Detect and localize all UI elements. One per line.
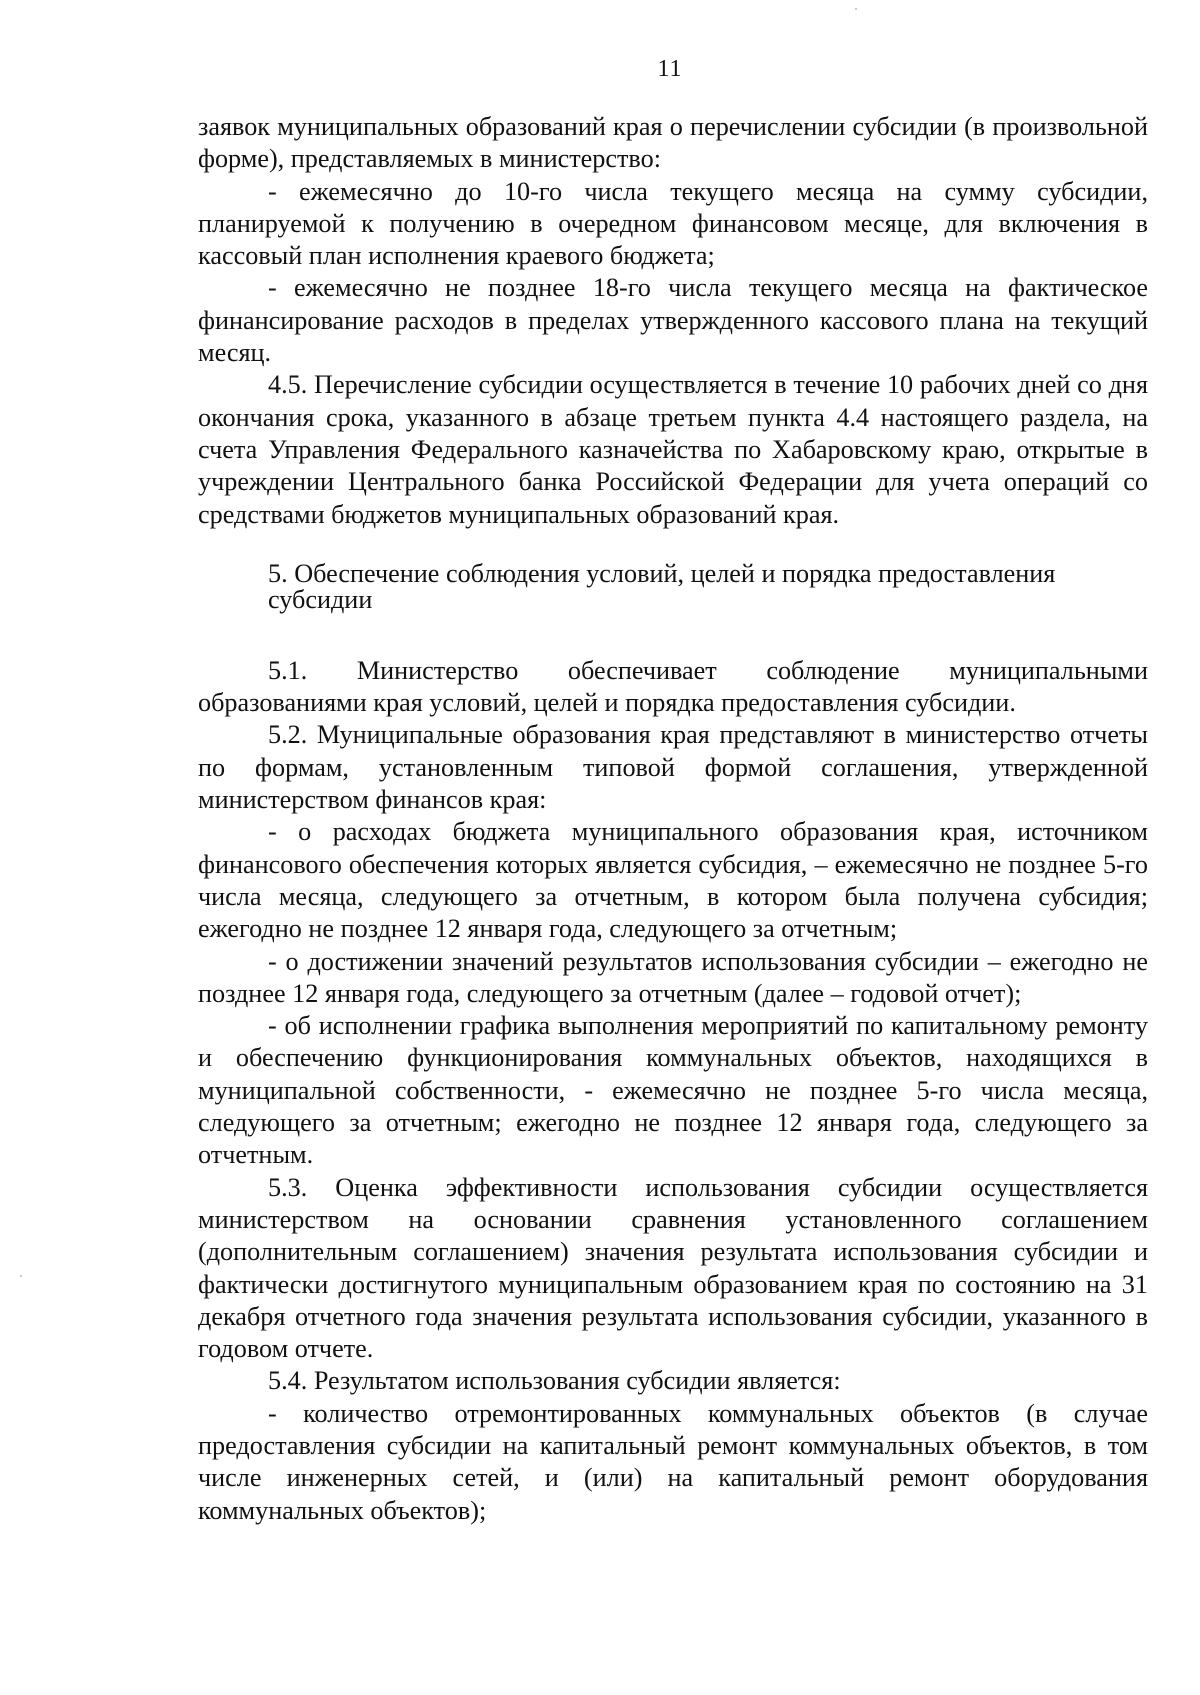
paragraph-monthly-18th: - ежемесячно не позднее 18-го числа текущего месяца на фактическое финансирование расходов в пределах утвержденного кассового плана на текущий месяц. xyxy=(198,273,1148,368)
document-body xyxy=(198,111,1148,1527)
paragraph-5-3: 5.3. Оценка эффективности использования субсидии осуществляется министерством на основании сравнения установленного соглашением (дополнительным соглашением) значения результата использования субсидии и фактически достигнутого муниципальным образованием края по состоянию на 31 декабря отчетного года значения результата использования субсидии, указанного в годовом отчете. xyxy=(198,1172,1148,1364)
spacer xyxy=(198,531,1148,561)
paragraph-5-2-expenses: - о расходах бюджета муниципального образования края, источником финансового обеспечения которых является субсидия, – ежемесячно не позднее 5-го числа месяца, следующего за отчетным, в котором была получена субсидия; ежегодно не позднее 12 января года, следующего за отчетным; xyxy=(198,817,1148,944)
section-heading-5: 5. Обеспечение соблюдения условий, целей и порядка предоставления субсидии xyxy=(268,558,1056,614)
paragraph-applications: заявок муниципальных образований края о перечислении субсидии (в произвольной форме), представляемых в министерство: xyxy=(198,112,1148,174)
page-number: 11 xyxy=(657,56,683,82)
scan-speck xyxy=(855,8,857,10)
paragraph-5-2-results: - о достижении значений результатов использования субсидии – ежегодно не позднее 12 января года, следующего за отчетным (далее – годовой отчет); xyxy=(198,946,1148,1008)
paragraph-5-4: 5.4. Результатом использования субсидии является: xyxy=(268,1366,841,1396)
spacer xyxy=(198,613,1148,655)
paragraph-5-1: 5.1. Министерство обеспечивает соблюдение муниципальными образованиями края условий, целей и порядка предоставления субсидии. xyxy=(198,655,1148,718)
paragraph-5-2-schedule: - об исполнении графика выполнения мероприятий по капитальному ремонту и обеспечению функционирования коммунальных объектов, находящихся в муниципальной собственности, - ежемесячно не позднее 5-го числа месяца, следующего за отчетным; ежегодно не позднее 12 января года, следующего за отчетным. xyxy=(198,1011,1148,1170)
paragraph-5-2: 5.2. Муниципальные образования края представляют в министерство отчеты по формам, установленным типовой формой соглашения, утвержденной министерством финансов края: xyxy=(198,720,1148,815)
paragraph-5-4-count: - количество отремонтированных коммунальных объектов (в случае предоставления субсидии на капитальный ремонт коммунальных объектов, в том числе инженерных сетей, и (или) на капитальный ремонт оборудования коммунальных объектов); xyxy=(198,1398,1148,1525)
scan-speck xyxy=(20,1275,22,1277)
paragraph-monthly-10th: - ежемесячно до 10-го числа текущего месяца на сумму субсидии, планируемой к получению в очередном финансовом месяце, для включения в кассовый план исполнения краевого бюджета; xyxy=(198,176,1148,271)
paragraph-4-5: 4.5. Перечисление субсидии осуществляется в течение 10 рабочих дней со дня окончания срока, указанного в абзаце третьем пункта 4.4 настоящего раздела, на счета Управления Федерального казначейства по Хабаровскому краю, открытые в учреждении Центрального банка Российской Федерации для учета операций со средствами бюджетов муниципальных образований края. xyxy=(198,370,1148,529)
